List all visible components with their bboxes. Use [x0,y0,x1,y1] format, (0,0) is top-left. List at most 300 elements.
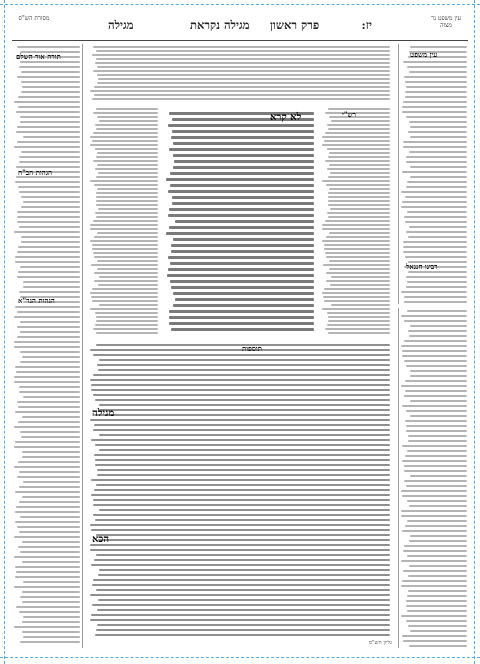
text-line [92,140,158,142]
text-line [407,520,467,522]
text-line [21,71,80,73]
text-line [405,525,467,527]
text-line [14,381,80,383]
text-line [173,238,314,241]
text-line [93,514,390,516]
text-line [327,168,390,170]
text-line [168,256,314,259]
text-line [23,281,80,283]
text-line [401,560,467,562]
text-line [90,228,158,230]
text-line [22,86,80,88]
text-line [402,530,467,532]
text-line [15,261,80,263]
text-line [409,151,467,153]
text-line [17,216,80,218]
text-line [403,251,467,253]
text-line [96,108,158,110]
text-line [325,220,390,222]
text-line [407,310,467,312]
text-line [14,446,80,448]
text-line [90,619,390,621]
text-line [406,620,467,622]
text-line [96,534,390,536]
guide-left [4,0,5,664]
text-line [22,451,80,453]
text-line [94,559,390,561]
text-line [20,516,80,518]
text-line [92,300,158,302]
text-line [90,180,158,182]
text-line [96,629,390,631]
text-line [328,196,390,198]
text-line [16,111,80,113]
text-line [171,250,314,253]
header-side-left: מסורת הש"ס [18,15,50,22]
text-line [96,200,158,202]
text-line [96,156,158,158]
text-line [409,121,467,123]
text-line [99,359,390,361]
text-line [93,374,390,376]
gemara-main-text [164,110,316,336]
text-line [91,564,390,566]
text-line [17,251,80,253]
text-line [90,292,158,294]
text-line [406,276,467,278]
text-line [99,409,390,411]
text-line [410,136,467,138]
text-line [17,326,80,328]
text-line [408,271,467,273]
text-line [405,420,467,422]
text-line [16,506,80,508]
text-line [322,180,390,182]
guide-top [0,4,480,5]
text-line [407,281,467,283]
text-line [403,241,467,243]
text-line [92,604,390,606]
text-line [402,111,467,113]
tractate-name: מגילה [108,18,134,32]
text-line [408,440,467,442]
text-line [19,156,80,158]
text-line [404,301,467,303]
text-line [90,136,158,138]
text-line [92,288,158,290]
text-line [404,296,467,298]
text-line [169,148,314,151]
text-line [93,132,158,134]
text-line [14,466,80,468]
text-line [405,380,467,382]
text-line [20,596,80,598]
text-line [18,96,80,98]
text-line [92,54,390,56]
text-line [15,521,80,523]
text-line [19,191,80,193]
text-line [95,312,158,314]
text-line [95,399,390,401]
text-line [329,164,390,166]
text-line [90,524,390,526]
text-line [95,634,390,636]
text-line [404,216,467,218]
text-line [20,116,80,118]
text-line [330,284,390,286]
text-line [22,416,80,418]
text-line [405,91,467,93]
text-line [326,236,390,238]
text-line [95,444,390,446]
text-line [19,486,80,488]
text-line [22,591,80,593]
text-line [93,328,158,330]
text-line [20,641,80,643]
text-line [97,364,390,366]
text-line [97,469,390,471]
text-line [20,351,80,353]
text-line [93,504,390,506]
text-line [14,586,80,588]
text-line [17,76,80,78]
text-line [23,286,80,288]
text-line [406,605,467,607]
text-line [21,436,80,438]
text-line [407,211,467,213]
text-line [93,252,158,254]
text-line [14,536,80,538]
text-line [94,184,158,186]
text-line [95,464,390,466]
text-line [322,144,390,146]
text-line [96,320,158,322]
text-line [168,214,314,217]
text-line [406,485,467,487]
text-line [408,590,467,592]
text-line [15,181,80,183]
text-line [326,280,390,282]
text-line [406,425,467,427]
text-line [18,186,80,188]
text-line [406,161,467,163]
text-line [90,349,390,351]
text-line [173,166,314,169]
text-line [98,78,390,80]
text-line [401,291,467,293]
hagahot-gra-label: הגהות הגר"א [18,296,55,305]
text-line [17,276,80,278]
text-line [403,246,467,248]
text-line [406,231,467,233]
text-line [329,188,390,190]
text-line [22,541,80,543]
text-line [90,419,390,421]
text-line [19,501,80,503]
text-line [21,91,80,93]
text-line [171,286,314,289]
text-line [406,116,467,118]
text-line [322,228,390,230]
page-header [12,14,468,41]
text-line [410,176,467,178]
text-line [17,141,80,143]
text-line [15,306,80,308]
rashi-label: רש"י [342,110,356,119]
text-line [168,268,314,271]
text-line [14,341,80,343]
text-line [96,204,158,206]
text-line [408,131,467,133]
text-line [409,565,467,567]
text-line [328,316,390,318]
text-line [91,529,390,531]
text-line [23,136,80,138]
text-line [94,454,390,456]
text-line [97,66,390,68]
text-line [327,124,390,126]
text-line [96,176,158,178]
text-line [17,46,80,48]
text-line [22,601,80,603]
text-line [326,184,390,186]
text-line [327,212,390,214]
tosafot-column [88,106,160,338]
text-line [329,232,390,234]
text-line [15,491,80,493]
page-number: יז: [361,18,372,32]
text-line [403,570,467,572]
text-line [323,296,390,298]
text-line [168,190,314,193]
text-line [93,46,390,48]
text-line [97,232,158,234]
text-line [18,546,80,548]
text-line [95,168,158,170]
text-line [91,479,390,481]
text-line [331,304,390,306]
text-line [99,449,390,451]
text-line [322,136,390,138]
text-line [406,365,467,367]
text-line [14,376,80,378]
text-line [21,206,80,208]
text-line [97,152,158,154]
text-line [409,505,467,507]
text-line [90,308,158,310]
text-line [406,600,467,602]
text-line [327,324,390,326]
text-line [21,236,80,238]
text-line [410,370,467,372]
text-line [23,616,80,618]
text-line [170,280,314,283]
text-line [20,121,80,123]
text-line [96,332,158,334]
text-line [93,70,390,72]
text-line [99,509,390,511]
text-line [404,395,467,397]
text-line [19,386,80,388]
text-line [93,112,158,114]
text-line [327,312,390,314]
text-line [169,322,314,325]
text-line [401,315,467,317]
text-line [94,94,390,96]
text-line [403,550,467,552]
text-line [404,545,467,547]
rashi-column [320,106,392,338]
text-line [96,196,158,198]
text-line [404,465,467,467]
text-line [96,128,158,130]
text-line [403,141,467,143]
text-line [19,611,80,613]
text-line [14,626,80,628]
text-line [20,61,80,63]
text-line [405,221,467,223]
text-line [172,202,314,205]
text-line [409,71,467,73]
chapter-number: פרק ראשון [270,18,320,32]
text-line [402,171,467,173]
text-line [409,335,467,337]
commentary-top-block [88,44,392,104]
text-line [23,581,80,583]
text-line [97,474,390,476]
text-line [167,274,314,277]
text-line [98,284,158,286]
text-line [168,124,314,127]
text-line [16,571,80,573]
text-line [173,142,314,145]
text-line [403,61,467,63]
text-line [15,256,80,258]
text-line [95,519,390,521]
text-line [90,594,390,596]
gemara-heading-word: מגילה [92,408,115,419]
text-line [92,98,390,100]
text-line [328,192,390,194]
text-line [22,621,80,623]
text-line [410,166,467,168]
text-line [405,81,467,83]
text-line [325,252,390,254]
text-line [98,172,158,174]
text-line [408,330,467,332]
text-line [20,361,80,363]
text-line [90,379,390,381]
tosafot-label: תוספות [242,344,262,353]
text-line [166,232,314,235]
text-line [19,391,80,393]
text-line [401,385,467,387]
text-line [322,292,390,294]
text-line [20,266,80,268]
text-line [94,280,158,282]
text-line [21,151,80,153]
text-line [325,132,390,134]
text-line [96,192,158,194]
text-line [170,184,314,187]
text-line [95,212,158,214]
talmud-page [12,14,468,650]
text-line [23,481,80,483]
text-line [97,74,390,76]
text-line [169,226,314,229]
text-line [93,499,390,501]
text-line [22,456,80,458]
text-line [98,599,390,601]
text-line [173,154,314,157]
text-line [20,321,80,323]
text-line [98,574,390,576]
text-line [18,406,80,408]
text-line [14,426,80,428]
text-line [22,561,80,563]
text-line [401,490,467,492]
text-line [22,496,80,498]
text-line [328,204,390,206]
text-line [401,510,467,512]
text-line [402,495,467,497]
text-line [21,241,80,243]
text-line [99,120,158,122]
text-line [19,291,80,293]
text-line [20,331,80,333]
right-margin-column-lower [398,308,469,648]
text-line [404,340,467,342]
text-line [92,584,390,586]
text-line [95,124,158,126]
text-line [404,360,467,362]
text-line [95,62,390,64]
text-line [19,66,80,68]
text-line [328,200,390,202]
text-line [91,614,390,616]
torah-or-label: תורה אור השלם [16,52,61,61]
text-line [23,201,80,203]
text-line [98,369,390,371]
text-line [171,136,314,139]
text-line [91,264,158,266]
text-line [409,645,467,647]
text-line [410,415,467,417]
text-line [96,50,390,52]
text-line [170,172,314,175]
text-line [402,106,467,108]
text-line [19,161,80,163]
text-line [14,556,80,558]
text-line [14,346,80,348]
text-line [15,366,80,368]
text-line [14,101,80,103]
text-line [18,246,80,248]
text-line [175,220,314,223]
text-line [409,226,467,228]
text-line [96,589,390,591]
text-line [96,58,390,60]
text-line [406,86,467,88]
text-line [97,82,390,84]
gemara-bottom-block [88,342,392,648]
text-line [331,276,390,278]
text-line [407,595,467,597]
text-line [99,404,390,406]
text-line [91,389,390,391]
text-line [175,298,314,301]
text-line [20,551,80,553]
